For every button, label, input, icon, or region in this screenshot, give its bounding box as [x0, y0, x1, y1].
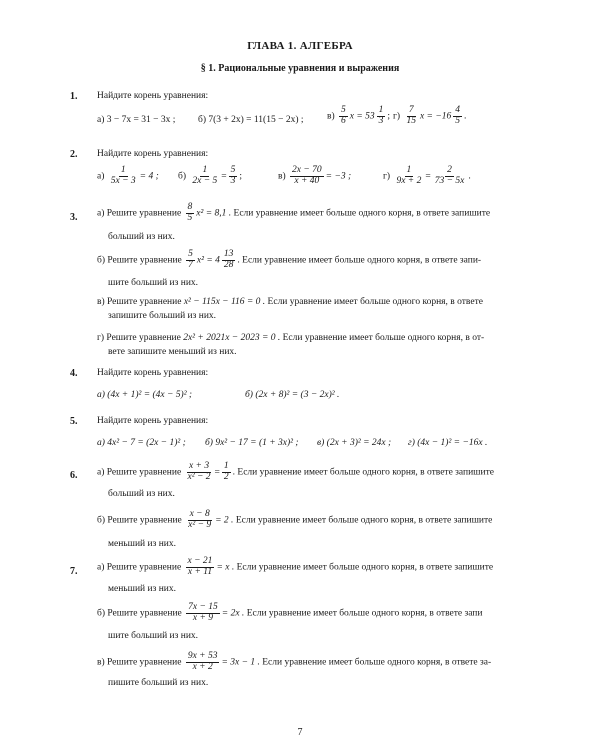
problem-3d: г) Решите уравнение 2x² + 2021x − 2023 = 0 . Если уравнение имеет больше одного корня, в от- [97, 333, 485, 343]
problem-2-text: Найдите корень уравнения: [97, 149, 209, 159]
problem-4-text: Найдите корень уравнения: [97, 368, 209, 378]
problem-3b-line2: шите больший из них. [108, 278, 199, 288]
problem-1d: г) $\frac{7}{15}$ x = −16 $\frac{4}{5}$ . [393, 105, 467, 126]
problem-7-number: 7. [70, 566, 78, 577]
problem-5-number: 5. [70, 416, 78, 427]
problem-2c: в) $\frac{2x - 70}{x + 40}$ = −3 ; [278, 165, 352, 186]
problem-7a: а) Решите уравнение $\frac{x - 21}{x + 11}$ = x . Если уравнение имеет больше одного корня, в ответе запишите [97, 556, 494, 577]
problem-4a: а) (4x + 1)² = (4x − 5)² ; [97, 390, 193, 400]
page-number: 7 [297, 727, 303, 738]
problem-3a: а) Решите уравнение $\frac{8}{5}$ x² = 8,1 . Если уравнение имеет больше одного корня, в ответе запишите [97, 202, 491, 223]
problem-6a-line2: больший из них. [108, 489, 175, 499]
problem-5a: а) 4x² − 7 = (2x − 1)² ; [97, 438, 186, 448]
problem-1-number: 1. [70, 91, 78, 102]
problem-3c: в) Решите уравнение x² − 115x − 116 = 0 . Если уравнение имеет больше одного корня, в ответе [97, 297, 483, 307]
problem-1a: а) 3 − 7x = 31 − 3x ; [97, 115, 176, 125]
problem-4-number: 4. [70, 368, 78, 379]
problem-1c: в) $\frac{5}{6}$ x = 53 $\frac{1}{3}$ ; [327, 105, 391, 126]
problem-1-text: Найдите корень уравнения: [97, 91, 209, 101]
problem-3-number: 3. [70, 212, 78, 223]
problem-6-number: 6. [70, 470, 78, 481]
problem-3c-line2: запишите больший из них. [108, 311, 217, 321]
section-title: § 1. Рациональные уравнения и выражения [200, 63, 400, 74]
problem-6b: б) Решите уравнение $\frac{x - 8}{\text{x² − 9}}$ = 2 . Если уравнение имеет больше одного корня, в ответе запишите [97, 509, 493, 530]
problem-3d-line2: вете запишите меньший из них. [108, 347, 237, 357]
problem-5b: б) 9x² − 17 = (1 + 3x)² ; [205, 438, 299, 448]
problem-2d: г) $\frac{1}{9x + 2}$ = $\frac{2}{73 - 5x}$ . [383, 165, 471, 186]
problem-5c: в) (2x + 3)² = 24x ; [317, 438, 392, 448]
problem-7c: в) Решите уравнение $\frac{9x + 53}{x + 2}$ = 3x − 1 . Если уравнение имеет больше одного корня, в ответе за- [97, 651, 492, 672]
problem-4b: б) (2x + 8)² = (3 − 2x)² . [245, 390, 340, 400]
problem-1b: б) 7(3 + 2x) = 11(15 − 2x) ; [198, 115, 304, 125]
problem-7b: б) Решите уравнение $\frac{7x - 15}{x + 9}$ = 2x . Если уравнение имеет больше одного корня, в ответе запи [97, 602, 483, 623]
problem-7b-line2: шите больший из них. [108, 631, 199, 641]
problem-6b-line2: меньший из них. [108, 539, 177, 549]
problem-2a: а) $\frac{1}{5x - 3}$ = 4 ; [97, 165, 159, 186]
problem-2b: б) $\frac{1}{2x - 5}$ = $\frac{5}{3}$ ; [178, 165, 243, 186]
problem-3a-line2: больший из них. [108, 232, 175, 242]
problem-3b: б) Решите уравнение $\frac{5}{7}$ x² = 4 $\frac{13}{28}$ . Если уравнение имеет больше одного корня, в ответе запи- [97, 249, 482, 270]
problem-7a-line2: меньший из них. [108, 584, 177, 594]
problem-5d: г) (4x − 1)² = −16x . [408, 438, 488, 448]
problem-7c-line2: пишите больший из них. [108, 678, 209, 688]
problem-2-number: 2. [70, 149, 78, 160]
problem-5-text: Найдите корень уравнения: [97, 416, 209, 426]
problem-6a: а) Решите уравнение $\frac{x + 3}{\text{x² − 2}}$ = $\frac{1}{2}$ . Если уравнение имеет больше одного корня, в ответе запишите [97, 461, 494, 482]
chapter-title: ГЛАВА 1. АЛГЕБРА [247, 40, 353, 52]
